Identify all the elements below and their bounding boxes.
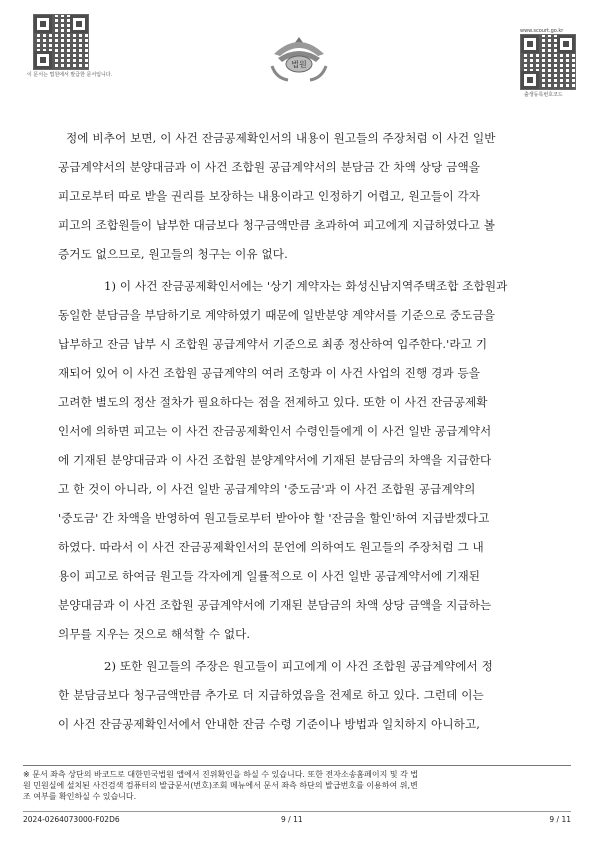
body-line: 피고로부터 따로 받을 권리를 보장하는 내용이라고 인정하기 어렵고, 원고들이 각자 bbox=[58, 189, 481, 203]
body-line: 1) 이 사건 잔금공제확인서에는 '상기 계약자는 화성신남지역주택조합 조합원과 bbox=[104, 279, 508, 293]
barcode-caption: 이 문서는 법원에서 발급한 문서입니다. bbox=[27, 72, 113, 78]
qr-caption: 출생등록번호코드 bbox=[524, 92, 563, 98]
verification-barcode bbox=[33, 14, 89, 70]
body-line: 고 한 것이 아니라, 이 사건 일반 공급계약의 '중도금'과 이 사건 조합원 공급계약의 bbox=[58, 482, 476, 496]
body-line: '중도금' 간 차액을 반영하여 원고들로부터 받아야 할 '잔금을 할인'하여 지급받겠다고 bbox=[58, 511, 490, 525]
body-line: 동일한 분담금을 부담하기로 계약하였기 때문에 일반분양 계약서를 기준으로 중도금을 bbox=[58, 308, 496, 322]
body-line: 의무를 지우는 것으로 해석할 수 없다. bbox=[58, 627, 251, 641]
notice-line: 조 여부를 확인하실 수 있습니다. bbox=[23, 792, 137, 801]
seal-label: 법원 bbox=[291, 60, 307, 69]
body-line: 에 기재된 분양대금과 이 사건 조합원 분양계약서에 기재된 분담금의 차액을 지급한다 bbox=[58, 453, 492, 467]
site-url: www.scourt.go.kr bbox=[520, 28, 564, 34]
issuance-number: 2024-0264073000-F02D6 bbox=[23, 815, 120, 824]
notice-line: 원 민원실에 설치된 사건검색 컴퓨터의 발급문서(번호)조회 메뉴에서 문서 좌측 하단의 발급번호를 이용하여 위,변 bbox=[23, 781, 418, 790]
body-line: 정에 비추어 보면, 이 사건 잔금공제확인서의 내용이 원고들의 주장처럼 이 사건 일반 bbox=[66, 131, 496, 145]
body-line: 분양대금과 이 사건 조합원 공급계약서에 기재된 분담금의 차액 상당 금액을 지급하는 bbox=[58, 598, 492, 612]
verification-notice bbox=[23, 765, 571, 802]
court-seal-icon bbox=[268, 34, 330, 84]
page-number-center: 9 / 11 bbox=[281, 815, 303, 824]
body-line: 고려한 별도의 정산 절차가 필요하다는 점을 전제하고 있다. 또한 이 사건 잔금공제확 bbox=[58, 395, 488, 409]
body-line: 하였다. 따라서 이 사건 잔금공제확인서의 문언에 의하여도 원고들의 주장처럼 그 내 bbox=[58, 540, 484, 554]
body-line: 2) 또한 원고들의 주장은 원고들이 피고에게 이 사건 조합원 공급계약에서 정 bbox=[104, 659, 493, 673]
body-line: 이 사건 잔금공제확인서에서 안내한 잔금 수령 기준이나 방법과 일치하지 아니하고, bbox=[58, 717, 481, 731]
body-line: 공급계약서의 분양대금과 이 사건 조합원 공급계약서의 분담금 간 차액 상당 금액을 bbox=[58, 160, 481, 174]
page-number-right: 9 / 11 bbox=[549, 815, 571, 824]
issuance-qr-code bbox=[520, 34, 576, 90]
body-line: 증거도 없으므로, 원고들의 청구는 이유 없다. bbox=[58, 247, 288, 261]
page-footer bbox=[23, 811, 571, 826]
body-line: 재되어 있어 이 사건 조합원 공급계약의 여러 조항과 이 사건 사업의 진행 경과 등을 bbox=[58, 366, 481, 380]
body-line: 납부하고 잔금 납부 시 조합원 공급계약서 기준으로 최종 정산하여 입주한다.'라고 기 bbox=[58, 337, 488, 351]
notice-line: ※ 문서 좌측 상단의 바코드로 대한민국법원 앱에서 진위확인을 하실 수 있습니다. 또한 전자소송홈페이지 및 각 법 bbox=[23, 770, 419, 779]
body-line: 한 분담금보다 청구금액만큼 추가로 더 지급하였음을 전제로 하고 있다. 그런데 이는 bbox=[58, 688, 484, 702]
body-line: 용이 피고로 하여금 원고들 각자에게 일률적으로 이 사건 일반 공급계약서에 기재된 bbox=[58, 569, 481, 583]
body-line: 인서에 의하면 피고는 이 사건 잔금공제확인서 수령인들에게 이 사건 일반 공급계약서 bbox=[58, 424, 492, 438]
body-line: 피고의 조합원들이 납부한 대금보다 청구금액만큼 초과하여 피고에게 지급하였다고 볼 bbox=[58, 218, 496, 232]
